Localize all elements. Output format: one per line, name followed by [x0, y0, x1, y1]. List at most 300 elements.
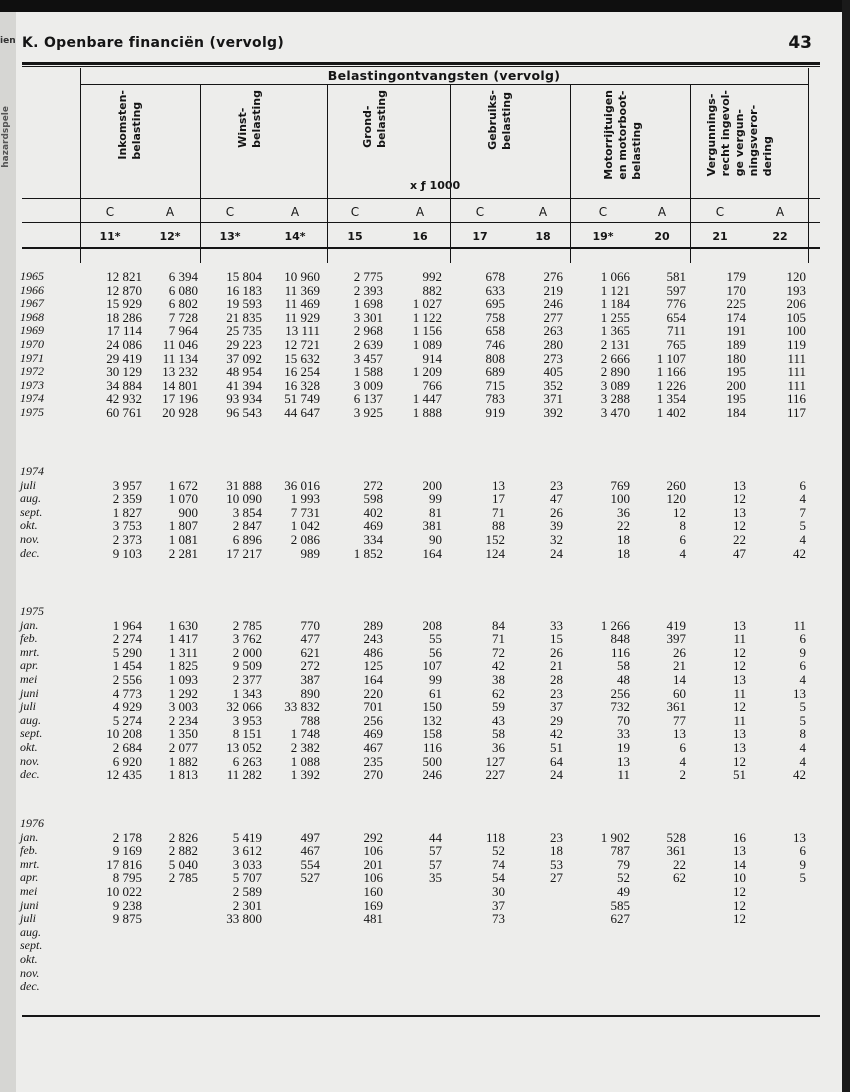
table-cell: 402 — [363, 504, 383, 520]
row-label: aug. — [20, 924, 41, 939]
table-cell: 23 — [550, 477, 563, 493]
table-cell: 225 — [726, 296, 746, 312]
table-cell: 3 953 — [232, 712, 262, 728]
table-cell: 105 — [786, 309, 806, 325]
table-cell: 2 882 — [168, 843, 198, 859]
table-cell: 26 — [673, 644, 686, 660]
table-cell: 1 447 — [412, 391, 442, 407]
table-cell: 1 350 — [168, 726, 198, 742]
table-cell: 4 — [679, 753, 686, 769]
table-cell: 57 — [429, 856, 442, 872]
table-cell: 2 086 — [290, 532, 320, 547]
row-label: juni — [20, 897, 39, 912]
row-label: 1968 — [20, 309, 44, 324]
table-cell: 59 — [492, 699, 505, 715]
table-cell: 769 — [610, 477, 630, 493]
table-cell: 180 — [726, 350, 746, 366]
row-label: feb. — [20, 843, 38, 858]
corner-label: ien — [0, 36, 16, 46]
table-cell: 1 588 — [353, 364, 383, 380]
table-cell: 701 — [363, 699, 383, 715]
table-cell: 111 — [787, 350, 806, 366]
table-cell: 992 — [422, 269, 442, 284]
table-cell: 6 920 — [112, 753, 142, 769]
table-cell: 486 — [363, 644, 383, 660]
table-cell: 90 — [429, 532, 442, 547]
table-cell: 1 184 — [600, 296, 630, 312]
table-cell: 84 — [492, 617, 505, 633]
table-cell: 22 — [673, 856, 686, 872]
table-cell: 1 027 — [412, 296, 442, 312]
header-top-rule — [22, 62, 820, 65]
column-title — [593, 90, 653, 198]
column-type: A — [538, 205, 548, 219]
table-cell: 5 — [799, 699, 806, 715]
column-type: A — [290, 205, 300, 219]
table-cell: 5 419 — [232, 829, 262, 845]
table-cell: 1 454 — [112, 658, 142, 674]
table-cell: 9 103 — [112, 545, 142, 561]
table-cell: 381 — [422, 518, 442, 534]
table-cell: 10 960 — [284, 269, 320, 284]
column-type: A — [415, 205, 425, 219]
table-cell: 51 749 — [284, 391, 320, 407]
table-cell: 758 — [485, 309, 505, 325]
column-number: 19* — [592, 230, 614, 243]
row-label: juli — [20, 911, 37, 926]
table-cell: 3 301 — [353, 309, 383, 325]
table-cell: 500 — [422, 753, 442, 769]
table-cell: 1 081 — [168, 532, 198, 547]
table-cell: 117 — [786, 405, 806, 420]
table-cell: 276 — [543, 269, 563, 284]
table-cell: 106 — [363, 870, 383, 886]
table-cell: 15 — [550, 631, 563, 647]
table-cell: 787 — [610, 843, 630, 859]
row-label: 1965 — [20, 269, 44, 283]
table-cell: 3 457 — [353, 350, 383, 366]
table-cell: 256 — [363, 712, 383, 728]
table-cell: 219 — [543, 282, 563, 298]
table-cell: 48 — [617, 672, 630, 687]
table-cell: 44 — [429, 829, 442, 845]
table-cell: 256 — [610, 685, 630, 701]
column-title-text: Winst- belasting — [236, 90, 263, 148]
table-cell: 13 — [793, 829, 806, 845]
table-cell: 766 — [422, 377, 442, 393]
table-cell: 12 821 — [106, 269, 142, 284]
table-cell: 919 — [485, 405, 505, 420]
table-cell: 64 — [550, 753, 563, 769]
table-cell: 5 — [799, 518, 806, 534]
table-cell: 24 — [550, 767, 563, 783]
table-cell: 2 077 — [168, 740, 198, 755]
table-cell: 1 807 — [168, 518, 198, 534]
table-cell: 27 — [550, 870, 563, 886]
table-cell: 33 — [617, 726, 630, 742]
table-cell: 633 — [485, 282, 505, 298]
table-cell: 12 — [733, 518, 746, 534]
table-cell: 124 — [485, 545, 505, 561]
table-cell: 2 000 — [232, 644, 262, 660]
table-cell: 2 556 — [112, 672, 142, 687]
table-cell: 658 — [485, 323, 505, 339]
table-cell: 99 — [429, 491, 442, 507]
table-cell: 200 — [422, 477, 442, 493]
row-label: sept. — [20, 938, 43, 953]
table-cell: 132 — [422, 712, 442, 728]
column-title — [345, 90, 405, 198]
table-cell: 6 137 — [353, 391, 383, 407]
table-cell: 732 — [610, 699, 630, 715]
table-cell: 9 169 — [112, 843, 142, 859]
table-cell: 6 802 — [168, 296, 198, 312]
table-cell: 28 — [550, 672, 563, 687]
table-cell: 77 — [673, 712, 686, 728]
table-cell: 107 — [422, 658, 442, 674]
row-label: 1966 — [20, 282, 44, 297]
table-cell: 170 — [726, 282, 746, 298]
table-cell: 7 — [799, 504, 806, 520]
column-number: 15 — [347, 230, 363, 243]
table-cell: 1 292 — [168, 685, 198, 701]
table-cell: 184 — [726, 405, 746, 420]
table-cell: 2 639 — [353, 337, 383, 352]
table-cell: 621 — [300, 644, 320, 660]
table-cell: 387 — [300, 672, 320, 687]
table-cell: 292 — [363, 829, 383, 845]
table-cell: 119 — [786, 337, 806, 352]
row-label: okt. — [20, 952, 38, 966]
table-cell: 597 — [666, 282, 686, 298]
table-cell: 243 — [363, 631, 383, 647]
table-cell: 890 — [300, 685, 320, 701]
table-cell: 711 — [666, 323, 686, 339]
table-cell: 3 033 — [232, 856, 262, 872]
table-cell: 12 — [733, 911, 746, 927]
table-cell: 1 748 — [290, 726, 320, 742]
table-cell: 12 870 — [106, 282, 142, 298]
row-label: mei — [20, 672, 38, 686]
column-number: 21 — [712, 230, 728, 243]
column-number: 17 — [472, 230, 488, 243]
table-cell: 8 — [679, 518, 686, 534]
table-cell: 1 156 — [412, 323, 442, 339]
row-label: juni — [20, 685, 39, 700]
table-cell: 18 — [550, 843, 563, 859]
table-cell: 36 — [617, 504, 630, 520]
column-title — [100, 90, 160, 198]
table-cell: 43 — [492, 712, 505, 728]
table-cell: 31 888 — [226, 477, 262, 493]
column-number: 20 — [654, 230, 670, 243]
table-cell: 788 — [300, 712, 320, 728]
column-number: 22 — [772, 230, 788, 243]
table-cell: 598 — [363, 491, 383, 507]
table-cell: 41 394 — [226, 377, 262, 393]
table-cell: 11 — [733, 712, 746, 728]
table-cell: 477 — [300, 631, 320, 647]
table-cell: 21 — [550, 658, 563, 674]
table-cell: 1 121 — [600, 282, 630, 298]
row-label: aug. — [20, 712, 41, 727]
table-cell: 1 827 — [112, 504, 142, 520]
table-cell: 6 263 — [232, 753, 262, 769]
table-cell: 29 — [550, 712, 563, 728]
table-cell: 195 — [726, 364, 746, 380]
bottom-rule — [22, 1015, 820, 1017]
table-cell: 23 — [550, 829, 563, 845]
table-cell: 17 — [492, 491, 505, 507]
table-cell: 12 435 — [106, 767, 142, 783]
row-label: 1975 — [20, 405, 44, 419]
table-cell: 10 — [733, 870, 746, 886]
table-cell: 6 — [799, 843, 806, 859]
table-cell: 13 — [733, 617, 746, 633]
table-cell: 42 932 — [106, 391, 142, 407]
row-label: mei — [20, 884, 38, 898]
table-cell: 100 — [610, 491, 630, 507]
table-cell: 1 630 — [168, 617, 198, 633]
row-label: feb. — [20, 631, 38, 646]
table-cell: 18 286 — [106, 309, 142, 325]
table-cell: 397 — [666, 631, 686, 647]
row-label: 1971 — [20, 350, 44, 365]
table-cell: 33 832 — [284, 699, 320, 715]
table-cell: 371 — [543, 391, 563, 407]
table-cell: 2 281 — [168, 545, 198, 561]
header-top-rule-thin — [22, 66, 820, 67]
table-cell: 1 107 — [656, 350, 686, 366]
row-label: sept. — [20, 726, 43, 741]
table-cell: 111 — [787, 377, 806, 393]
table-cell: 882 — [422, 282, 442, 298]
table-cell: 22 — [617, 518, 630, 534]
title-underline — [80, 84, 808, 85]
table-cell: 39 — [550, 518, 563, 534]
table-cell: 15 632 — [284, 350, 320, 366]
table-cell: 47 — [550, 491, 563, 507]
table-cell: 2 775 — [353, 269, 383, 284]
row-label: dec. — [20, 545, 40, 560]
table-cell: 179 — [726, 269, 746, 284]
row-label: dec. — [20, 979, 40, 994]
table-cell: 11 134 — [162, 350, 198, 366]
table-cell: 38 — [492, 672, 505, 687]
table-cell: 689 — [485, 364, 505, 380]
row-label: mrt. — [20, 644, 40, 659]
table-cell: 3 288 — [600, 391, 630, 407]
table-cell: 11 — [617, 767, 630, 783]
table-cell: 16 — [733, 829, 746, 845]
table-cell: 277 — [543, 309, 563, 325]
table-cell: 13 232 — [162, 364, 198, 380]
table-cell: 2 234 — [168, 712, 198, 728]
table-cell: 1 813 — [168, 767, 198, 783]
table-cell: 4 773 — [112, 685, 142, 701]
table-cell: 11 929 — [284, 309, 320, 325]
table-cell: 7 728 — [168, 309, 198, 325]
row-label: okt. — [20, 740, 38, 754]
table-cell: 5 — [799, 712, 806, 728]
row-label: juli — [20, 699, 37, 714]
row-label: nov. — [20, 532, 40, 546]
row-label: apr. — [20, 870, 39, 885]
table-cell: 280 — [543, 337, 563, 352]
table-cell: 44 647 — [284, 405, 320, 420]
table-cell: 20 928 — [162, 405, 198, 420]
table-cell: 19 — [617, 740, 630, 755]
column-type: C — [105, 205, 115, 219]
table-cell: 770 — [300, 617, 320, 633]
table-cell: 116 — [422, 740, 442, 755]
table-cell: 3 003 — [168, 699, 198, 715]
table-cell: 5 040 — [168, 856, 198, 872]
table-cell: 12 — [673, 504, 686, 520]
column-title — [470, 90, 530, 198]
column-type: C — [598, 205, 608, 219]
table-cell: 174 — [726, 309, 746, 325]
table-cell: 191 — [726, 323, 746, 339]
table-cell: 34 884 — [106, 377, 142, 393]
column-title — [220, 90, 280, 198]
table-cell: 2 785 — [168, 870, 198, 886]
table-cell: 16 254 — [284, 364, 320, 380]
table-cell: 18 — [617, 532, 630, 547]
table-cell: 1 825 — [168, 658, 198, 674]
table-cell: 36 — [492, 740, 505, 755]
row-label: 1974 — [20, 391, 44, 406]
table-cell: 10 208 — [106, 726, 142, 742]
row-label: 1974 — [20, 464, 44, 478]
table-cell: 71 — [492, 631, 505, 647]
table-cell: 12 — [733, 699, 746, 715]
column-number: 18 — [535, 230, 551, 243]
column-type: A — [165, 205, 175, 219]
scan-top-border — [0, 0, 850, 12]
column-number: 16 — [412, 230, 428, 243]
table-cell: 528 — [666, 829, 686, 845]
table-cell: 13 111 — [285, 323, 320, 339]
table-cell: 120 — [666, 491, 686, 507]
table-cell: 585 — [610, 897, 630, 913]
table-cell: 2 377 — [232, 672, 262, 687]
table-cell: 2 — [679, 767, 686, 783]
table-cell: 765 — [666, 337, 686, 352]
table-cell: 120 — [786, 269, 806, 284]
row-label: okt. — [20, 518, 38, 533]
table-cell: 12 — [733, 884, 746, 899]
table-cell: 58 — [617, 658, 630, 674]
table-cell: 6 896 — [232, 532, 262, 547]
table-cell: 5 274 — [112, 712, 142, 728]
row-label: 1975 — [20, 604, 44, 618]
column-number: 14* — [284, 230, 306, 243]
table-cell: 469 — [363, 518, 383, 534]
table-cell: 61 — [429, 685, 442, 701]
table-cell: 3 612 — [232, 843, 262, 859]
column-number: 12* — [159, 230, 181, 243]
row-label: sept. — [20, 504, 43, 519]
table-cell: 581 — [666, 269, 686, 284]
table-cell: 5 — [799, 870, 806, 886]
table-cell: 1 993 — [290, 491, 320, 507]
table-cell: 164 — [422, 545, 442, 561]
table-cell: 158 — [422, 726, 442, 742]
table-cell: 11 282 — [226, 767, 262, 783]
table-cell: 554 — [300, 856, 320, 872]
table-cell: 195 — [726, 391, 746, 407]
table-cell: 189 — [726, 337, 746, 352]
table-cell: 1 226 — [656, 377, 686, 393]
table-cell: 164 — [363, 672, 383, 687]
table-cell: 60 761 — [106, 405, 142, 420]
table-cell: 51 — [550, 740, 563, 755]
table-cell: 1 888 — [412, 405, 442, 420]
edge-label: hazardspele — [1, 106, 11, 168]
table-cell: 235 — [363, 753, 383, 769]
table-cell: 79 — [617, 856, 630, 872]
table-cell: 361 — [666, 843, 686, 859]
section-title: K. Openbare financiën (vervolg) — [22, 35, 285, 51]
table-cell: 352 — [543, 377, 563, 393]
table-cell: 42 — [793, 545, 806, 561]
table-cell: 11 469 — [284, 296, 320, 312]
table-cell: 10 090 — [226, 491, 262, 507]
column-number: 11* — [99, 230, 121, 243]
table-cell: 361 — [666, 699, 686, 715]
table-cell: 900 — [178, 504, 198, 520]
table-cell: 73 — [492, 911, 505, 927]
scan-right-border — [842, 0, 850, 1092]
table-cell: 71 — [492, 504, 505, 520]
table-cell: 8 795 — [112, 870, 142, 886]
table-cell: 1 365 — [600, 323, 630, 339]
table-cell: 2 178 — [112, 829, 142, 845]
table-cell: 70 — [617, 712, 630, 728]
table-cell: 62 — [673, 870, 686, 886]
table-cell: 127 — [485, 753, 505, 769]
table-cell: 273 — [543, 350, 563, 366]
table-cell: 715 — [485, 377, 505, 393]
table-cell: 4 — [799, 672, 806, 687]
table-cell: 96 543 — [226, 405, 262, 420]
table-cell: 2 666 — [600, 350, 630, 366]
table-cell: 6 394 — [168, 269, 198, 284]
table-cell: 13 — [733, 504, 746, 520]
table-cell: 7 964 — [168, 323, 198, 339]
table-cell: 16 183 — [226, 282, 262, 298]
table-cell: 42 — [492, 658, 505, 674]
table-cell: 15 929 — [106, 296, 142, 312]
table-cell: 29 223 — [226, 337, 262, 352]
table-cell: 8 — [799, 726, 806, 742]
table-cell: 58 — [492, 726, 505, 742]
table-cell: 22 — [733, 532, 746, 547]
table-cell: 52 — [617, 870, 630, 886]
table-cell: 74 — [492, 856, 505, 872]
row-label: 1969 — [20, 323, 44, 338]
table-cell: 12 — [733, 658, 746, 674]
previous-page-edge — [0, 12, 16, 1092]
table-cell: 30 — [492, 884, 505, 899]
table-cell: 3 957 — [112, 477, 142, 493]
table-cell: 5 707 — [232, 870, 262, 886]
table-cell: 13 — [733, 477, 746, 493]
table-cell: 14 — [673, 672, 686, 687]
row-label: 1972 — [20, 364, 44, 379]
table-cell: 35 — [429, 870, 442, 886]
